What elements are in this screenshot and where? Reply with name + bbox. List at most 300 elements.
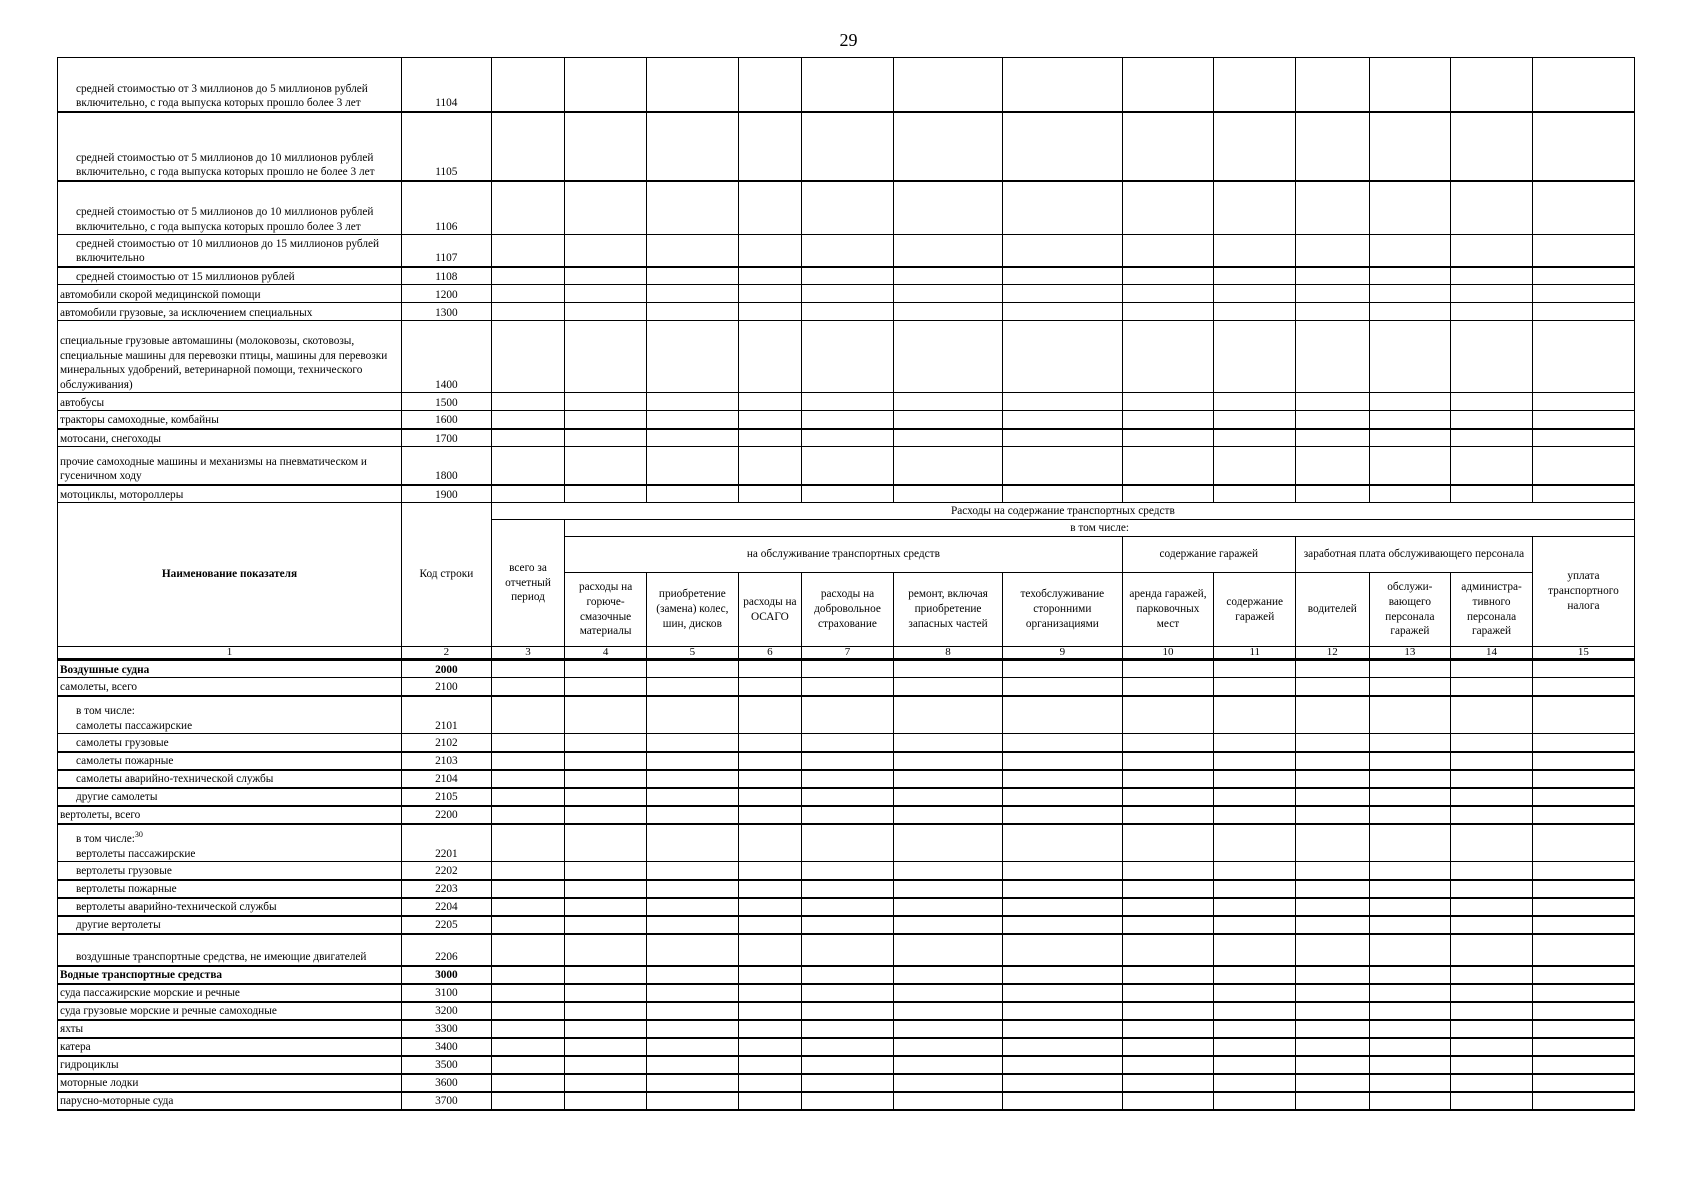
cell[interactable] [646, 303, 738, 321]
cell[interactable] [1296, 112, 1369, 181]
cell[interactable] [646, 806, 738, 824]
cell[interactable] [893, 285, 1002, 303]
cell[interactable] [646, 660, 738, 678]
cell[interactable] [1451, 678, 1533, 696]
cell[interactable] [1122, 58, 1214, 112]
cell[interactable] [738, 1056, 801, 1074]
cell[interactable] [1369, 58, 1451, 112]
cell[interactable] [491, 447, 564, 485]
cell[interactable] [802, 112, 894, 181]
cell[interactable] [1451, 1002, 1533, 1020]
cell[interactable] [1532, 447, 1634, 485]
cell[interactable] [738, 696, 801, 734]
cell[interactable] [1451, 393, 1533, 411]
cell[interactable] [1214, 1002, 1296, 1020]
cell[interactable] [802, 660, 894, 678]
cell[interactable] [1214, 321, 1296, 393]
cell[interactable] [565, 485, 647, 503]
cell[interactable] [1214, 752, 1296, 770]
cell[interactable] [738, 916, 801, 934]
cell[interactable] [1369, 393, 1451, 411]
cell[interactable] [802, 1020, 894, 1038]
cell[interactable] [1122, 285, 1214, 303]
cell[interactable] [1003, 285, 1122, 303]
cell[interactable] [1296, 916, 1369, 934]
cell[interactable] [1122, 1002, 1214, 1020]
cell[interactable] [1532, 1056, 1634, 1074]
cell[interactable] [646, 321, 738, 393]
cell[interactable] [1003, 934, 1122, 966]
cell[interactable] [1296, 1038, 1369, 1056]
cell[interactable] [565, 934, 647, 966]
cell[interactable] [1296, 806, 1369, 824]
cell[interactable] [565, 696, 647, 734]
cell[interactable] [1532, 660, 1634, 678]
cell[interactable] [646, 984, 738, 1002]
cell[interactable] [491, 916, 564, 934]
cell[interactable] [491, 752, 564, 770]
cell[interactable] [1369, 1038, 1451, 1056]
cell[interactable] [1532, 58, 1634, 112]
cell[interactable] [491, 770, 564, 788]
cell[interactable] [1296, 880, 1369, 898]
cell[interactable] [738, 934, 801, 966]
cell[interactable] [491, 934, 564, 966]
cell[interactable] [802, 806, 894, 824]
cell[interactable] [1214, 806, 1296, 824]
cell[interactable] [646, 1002, 738, 1020]
cell[interactable] [1003, 1074, 1122, 1092]
cell[interactable] [1003, 58, 1122, 112]
cell[interactable] [565, 429, 647, 447]
cell[interactable] [893, 447, 1002, 485]
cell[interactable] [1003, 267, 1122, 285]
cell[interactable] [1003, 696, 1122, 734]
cell[interactable] [893, 1092, 1002, 1110]
cell[interactable] [802, 898, 894, 916]
cell[interactable] [1369, 966, 1451, 984]
cell[interactable] [1003, 112, 1122, 181]
cell[interactable] [738, 285, 801, 303]
cell[interactable] [738, 1074, 801, 1092]
cell[interactable] [1296, 411, 1369, 429]
cell[interactable] [565, 966, 647, 984]
cell[interactable] [1214, 429, 1296, 447]
cell[interactable] [1369, 1092, 1451, 1110]
cell[interactable] [1214, 678, 1296, 696]
cell[interactable] [491, 660, 564, 678]
cell[interactable] [1451, 112, 1533, 181]
cell[interactable] [565, 112, 647, 181]
cell[interactable] [893, 181, 1002, 235]
cell[interactable] [1296, 678, 1369, 696]
cell[interactable] [1122, 880, 1214, 898]
cell[interactable] [1122, 1092, 1214, 1110]
cell[interactable] [646, 770, 738, 788]
cell[interactable] [1296, 752, 1369, 770]
cell[interactable] [1296, 1056, 1369, 1074]
cell[interactable] [1451, 916, 1533, 934]
cell[interactable] [1532, 485, 1634, 503]
cell[interactable] [893, 267, 1002, 285]
cell[interactable] [565, 770, 647, 788]
cell[interactable] [1122, 678, 1214, 696]
cell[interactable] [1003, 862, 1122, 880]
cell[interactable] [1214, 58, 1296, 112]
cell[interactable] [1296, 898, 1369, 916]
cell[interactable] [1296, 429, 1369, 447]
cell[interactable] [1532, 934, 1634, 966]
cell[interactable] [738, 1020, 801, 1038]
cell[interactable] [1369, 862, 1451, 880]
cell[interactable] [893, 660, 1002, 678]
cell[interactable] [565, 285, 647, 303]
cell[interactable] [1532, 788, 1634, 806]
cell[interactable] [738, 880, 801, 898]
cell[interactable] [1369, 1056, 1451, 1074]
cell[interactable] [1122, 898, 1214, 916]
cell[interactable] [646, 1092, 738, 1110]
cell[interactable] [491, 303, 564, 321]
cell[interactable] [1369, 916, 1451, 934]
cell[interactable] [646, 485, 738, 503]
cell[interactable] [1214, 734, 1296, 752]
cell[interactable] [738, 1092, 801, 1110]
cell[interactable] [738, 1002, 801, 1020]
cell[interactable] [1003, 898, 1122, 916]
cell[interactable] [738, 788, 801, 806]
cell[interactable] [802, 321, 894, 393]
cell[interactable] [893, 1038, 1002, 1056]
cell[interactable] [1214, 984, 1296, 1002]
cell[interactable] [491, 235, 564, 267]
cell[interactable] [1451, 734, 1533, 752]
cell[interactable] [565, 984, 647, 1002]
cell[interactable] [1532, 321, 1634, 393]
cell[interactable] [1532, 770, 1634, 788]
cell[interactable] [893, 411, 1002, 429]
cell[interactable] [893, 112, 1002, 181]
cell[interactable] [1369, 880, 1451, 898]
cell[interactable] [1451, 806, 1533, 824]
cell[interactable] [646, 966, 738, 984]
cell[interactable] [1451, 1038, 1533, 1056]
cell[interactable] [491, 429, 564, 447]
cell[interactable] [646, 393, 738, 411]
cell[interactable] [738, 303, 801, 321]
cell[interactable] [1122, 303, 1214, 321]
cell[interactable] [1369, 770, 1451, 788]
cell[interactable] [1369, 285, 1451, 303]
cell[interactable] [1214, 447, 1296, 485]
cell[interactable] [1214, 1074, 1296, 1092]
cell[interactable] [893, 235, 1002, 267]
cell[interactable] [738, 824, 801, 862]
cell[interactable] [491, 788, 564, 806]
cell[interactable] [1369, 824, 1451, 862]
cell[interactable] [1296, 824, 1369, 862]
cell[interactable] [893, 429, 1002, 447]
cell[interactable] [802, 1056, 894, 1074]
cell[interactable] [1532, 1038, 1634, 1056]
cell[interactable] [1122, 1056, 1214, 1074]
cell[interactable] [1003, 660, 1122, 678]
cell[interactable] [646, 1020, 738, 1038]
cell[interactable] [646, 880, 738, 898]
cell[interactable] [1296, 447, 1369, 485]
cell[interactable] [802, 429, 894, 447]
cell[interactable] [1003, 916, 1122, 934]
cell[interactable] [1122, 1038, 1214, 1056]
cell[interactable] [1003, 752, 1122, 770]
cell[interactable] [1003, 880, 1122, 898]
cell[interactable] [893, 916, 1002, 934]
cell[interactable] [738, 321, 801, 393]
cell[interactable] [1451, 1092, 1533, 1110]
cell[interactable] [893, 303, 1002, 321]
cell[interactable] [1369, 788, 1451, 806]
cell[interactable] [893, 752, 1002, 770]
cell[interactable] [1532, 235, 1634, 267]
cell[interactable] [802, 411, 894, 429]
cell[interactable] [1122, 660, 1214, 678]
cell[interactable] [646, 734, 738, 752]
cell[interactable] [1451, 1056, 1533, 1074]
cell[interactable] [1451, 1020, 1533, 1038]
cell[interactable] [1296, 393, 1369, 411]
cell[interactable] [491, 58, 564, 112]
cell[interactable] [646, 862, 738, 880]
cell[interactable] [1369, 485, 1451, 503]
cell[interactable] [565, 1074, 647, 1092]
cell[interactable] [491, 966, 564, 984]
cell[interactable] [893, 696, 1002, 734]
cell[interactable] [1003, 966, 1122, 984]
cell[interactable] [802, 824, 894, 862]
cell[interactable] [1369, 898, 1451, 916]
cell[interactable] [893, 734, 1002, 752]
cell[interactable] [802, 447, 894, 485]
cell[interactable] [802, 235, 894, 267]
cell[interactable] [491, 1092, 564, 1110]
cell[interactable] [1532, 966, 1634, 984]
cell[interactable] [738, 898, 801, 916]
cell[interactable] [491, 898, 564, 916]
cell[interactable] [1296, 267, 1369, 285]
cell[interactable] [1003, 303, 1122, 321]
cell[interactable] [1122, 1020, 1214, 1038]
cell[interactable] [1296, 1074, 1369, 1092]
cell[interactable] [893, 678, 1002, 696]
cell[interactable] [646, 696, 738, 734]
cell[interactable] [1451, 58, 1533, 112]
cell[interactable] [1214, 1056, 1296, 1074]
cell[interactable] [491, 678, 564, 696]
cell[interactable] [893, 788, 1002, 806]
cell[interactable] [491, 393, 564, 411]
cell[interactable] [1003, 1056, 1122, 1074]
cell[interactable] [1296, 660, 1369, 678]
cell[interactable] [1122, 447, 1214, 485]
cell[interactable] [1532, 181, 1634, 235]
cell[interactable] [491, 862, 564, 880]
cell[interactable] [738, 752, 801, 770]
cell[interactable] [565, 880, 647, 898]
cell[interactable] [491, 880, 564, 898]
cell[interactable] [802, 696, 894, 734]
cell[interactable] [1003, 1020, 1122, 1038]
cell[interactable] [1532, 1020, 1634, 1038]
cell[interactable] [1532, 112, 1634, 181]
cell[interactable] [491, 267, 564, 285]
cell[interactable] [802, 862, 894, 880]
cell[interactable] [1532, 1002, 1634, 1020]
cell[interactable] [893, 393, 1002, 411]
cell[interactable] [1369, 734, 1451, 752]
cell[interactable] [1214, 393, 1296, 411]
cell[interactable] [893, 321, 1002, 393]
cell[interactable] [1296, 734, 1369, 752]
cell[interactable] [1369, 984, 1451, 1002]
cell[interactable] [1122, 916, 1214, 934]
cell[interactable] [1296, 1092, 1369, 1110]
cell[interactable] [1122, 824, 1214, 862]
cell[interactable] [1214, 898, 1296, 916]
cell[interactable] [1214, 660, 1296, 678]
cell[interactable] [646, 898, 738, 916]
cell[interactable] [1451, 321, 1533, 393]
cell[interactable] [1296, 285, 1369, 303]
cell[interactable] [738, 660, 801, 678]
cell[interactable] [646, 1056, 738, 1074]
cell[interactable] [738, 1038, 801, 1056]
cell[interactable] [491, 1020, 564, 1038]
cell[interactable] [1369, 429, 1451, 447]
cell[interactable] [1214, 916, 1296, 934]
cell[interactable] [491, 696, 564, 734]
cell[interactable] [1214, 1092, 1296, 1110]
cell[interactable] [1122, 770, 1214, 788]
cell[interactable] [491, 112, 564, 181]
cell[interactable] [1214, 235, 1296, 267]
cell[interactable] [1532, 862, 1634, 880]
cell[interactable] [1532, 1074, 1634, 1092]
cell[interactable] [1369, 447, 1451, 485]
cell[interactable] [738, 58, 801, 112]
cell[interactable] [1214, 181, 1296, 235]
cell[interactable] [1451, 660, 1533, 678]
cell[interactable] [1214, 966, 1296, 984]
cell[interactable] [1003, 447, 1122, 485]
cell[interactable] [738, 235, 801, 267]
cell[interactable] [565, 916, 647, 934]
cell[interactable] [802, 58, 894, 112]
cell[interactable] [893, 58, 1002, 112]
cell[interactable] [1003, 1038, 1122, 1056]
cell[interactable] [646, 678, 738, 696]
cell[interactable] [646, 58, 738, 112]
cell[interactable] [1003, 788, 1122, 806]
cell[interactable] [565, 1038, 647, 1056]
cell[interactable] [491, 734, 564, 752]
cell[interactable] [1369, 303, 1451, 321]
cell[interactable] [1532, 984, 1634, 1002]
cell[interactable] [738, 393, 801, 411]
cell[interactable] [565, 411, 647, 429]
cell[interactable] [1369, 1002, 1451, 1020]
cell[interactable] [738, 181, 801, 235]
cell[interactable] [1369, 235, 1451, 267]
cell[interactable] [646, 934, 738, 966]
cell[interactable] [893, 984, 1002, 1002]
cell[interactable] [893, 806, 1002, 824]
cell[interactable] [1451, 1074, 1533, 1092]
cell[interactable] [1122, 734, 1214, 752]
cell[interactable] [1003, 824, 1122, 862]
cell[interactable] [1532, 285, 1634, 303]
cell[interactable] [738, 734, 801, 752]
cell[interactable] [1003, 1092, 1122, 1110]
cell[interactable] [738, 429, 801, 447]
cell[interactable] [1369, 267, 1451, 285]
cell[interactable] [646, 112, 738, 181]
cell[interactable] [565, 1056, 647, 1074]
cell[interactable] [1296, 235, 1369, 267]
cell[interactable] [1122, 181, 1214, 235]
cell[interactable] [1122, 966, 1214, 984]
cell[interactable] [738, 770, 801, 788]
cell[interactable] [646, 267, 738, 285]
cell[interactable] [1451, 485, 1533, 503]
cell[interactable] [565, 806, 647, 824]
cell[interactable] [565, 1002, 647, 1020]
cell[interactable] [1003, 770, 1122, 788]
cell[interactable] [565, 660, 647, 678]
cell[interactable] [1451, 862, 1533, 880]
cell[interactable] [893, 880, 1002, 898]
cell[interactable] [1122, 806, 1214, 824]
cell[interactable] [893, 1056, 1002, 1074]
cell[interactable] [491, 1074, 564, 1092]
cell[interactable] [1532, 824, 1634, 862]
cell[interactable] [802, 770, 894, 788]
cell[interactable] [1214, 788, 1296, 806]
cell[interactable] [893, 824, 1002, 862]
cell[interactable] [802, 966, 894, 984]
cell[interactable] [1296, 58, 1369, 112]
cell[interactable] [738, 862, 801, 880]
cell[interactable] [1214, 824, 1296, 862]
cell[interactable] [1451, 267, 1533, 285]
cell[interactable] [646, 1074, 738, 1092]
cell[interactable] [1369, 696, 1451, 734]
cell[interactable] [802, 678, 894, 696]
cell[interactable] [802, 181, 894, 235]
cell[interactable] [1369, 321, 1451, 393]
cell[interactable] [565, 898, 647, 916]
cell[interactable] [738, 411, 801, 429]
cell[interactable] [1532, 916, 1634, 934]
cell[interactable] [802, 1002, 894, 1020]
cell[interactable] [738, 966, 801, 984]
cell[interactable] [893, 862, 1002, 880]
cell[interactable] [1003, 1002, 1122, 1020]
cell[interactable] [802, 880, 894, 898]
cell[interactable] [1369, 1074, 1451, 1092]
cell[interactable] [1532, 880, 1634, 898]
cell[interactable] [1369, 678, 1451, 696]
cell[interactable] [893, 770, 1002, 788]
